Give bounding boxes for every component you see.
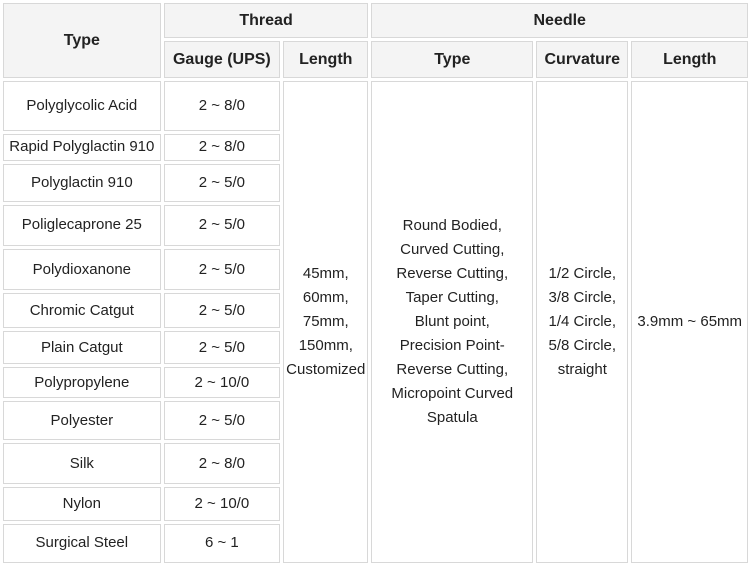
header-type: Type: [3, 3, 161, 78]
header-needle-type: Type: [371, 41, 533, 78]
type-cell: Polyglycolic Acid: [3, 81, 161, 131]
header-needle: Needle: [371, 3, 748, 38]
table-row: [3, 81, 748, 131]
curvature-line: 1/2 Circle,: [548, 265, 617, 283]
header-gauge: Gauge (UPS): [164, 41, 280, 78]
type-cell: Polyglactin 910: [3, 164, 161, 202]
header-row-1: [3, 3, 748, 38]
gauge-cell: 2 ~ 5/0: [164, 249, 280, 290]
gauge-cell: 2 ~ 5/0: [164, 293, 280, 328]
needle-type-line: Reverse Cutting,: [396, 361, 509, 379]
type-cell: Polypropylene: [3, 367, 161, 398]
thread-length-line: 75mm,: [302, 313, 349, 331]
needle-type-line: Round Bodied,: [402, 217, 502, 235]
gauge-cell: 2 ~ 8/0: [164, 134, 280, 161]
gauge-cell: 2 ~ 10/0: [164, 367, 280, 398]
type-cell: Rapid Polyglactin 910: [3, 134, 161, 161]
gauge-cell: 2 ~ 8/0: [164, 443, 280, 483]
thread-length-line: 60mm,: [302, 289, 349, 307]
type-cell: Nylon: [3, 487, 161, 521]
curvature-line: 3/8 Circle,: [548, 289, 617, 307]
curvature-line: 5/8 Circle,: [548, 337, 617, 355]
header-thread: Thread: [164, 3, 369, 38]
type-cell: Chromic Catgut: [3, 293, 161, 328]
needle-type-line: Curved Cutting,: [400, 241, 505, 259]
gauge-cell: 6 ~ 1: [164, 524, 280, 563]
needle-type-line: Precision Point-: [399, 337, 505, 355]
type-cell: Surgical Steel: [3, 524, 161, 563]
curvature-cell: [536, 81, 628, 563]
thread-length-cell: [283, 81, 368, 563]
type-cell: Silk: [3, 443, 161, 483]
gauge-cell: 2 ~ 5/0: [164, 205, 280, 246]
needle-type-line: Spatula: [426, 409, 478, 427]
thread-length-line: 45mm,: [302, 265, 349, 283]
gauge-cell: 2 ~ 10/0: [164, 487, 280, 521]
needle-type-line: Micropoint Curved: [391, 385, 514, 403]
header-thread-length: Length: [283, 41, 368, 78]
gauge-cell: 2 ~ 5/0: [164, 331, 280, 364]
needle-type-line: Reverse Cutting,: [396, 265, 509, 283]
needle-type-line: Taper Cutting,: [405, 289, 499, 307]
needle-length-cell: 3.9mm ~ 65mm: [631, 81, 748, 563]
gauge-cell: 2 ~ 5/0: [164, 164, 280, 202]
type-cell: Polyester: [3, 401, 161, 440]
curvature-line: straight: [557, 361, 607, 379]
header-curvature: Curvature: [536, 41, 628, 78]
type-cell: Plain Catgut: [3, 331, 161, 364]
needle-type-line: Blunt point,: [414, 313, 490, 331]
thread-length-line: Customized: [286, 361, 366, 379]
thread-length-line: 150mm,: [298, 337, 353, 355]
gauge-cell: 2 ~ 5/0: [164, 401, 280, 440]
type-cell: Poliglecaprone 25: [3, 205, 161, 246]
gauge-cell: 2 ~ 8/0: [164, 81, 280, 131]
header-needle-length: Length: [631, 41, 748, 78]
type-cell: Polydioxanone: [3, 249, 161, 290]
needle-type-cell: [371, 81, 533, 563]
curvature-line: 1/4 Circle,: [548, 313, 617, 331]
